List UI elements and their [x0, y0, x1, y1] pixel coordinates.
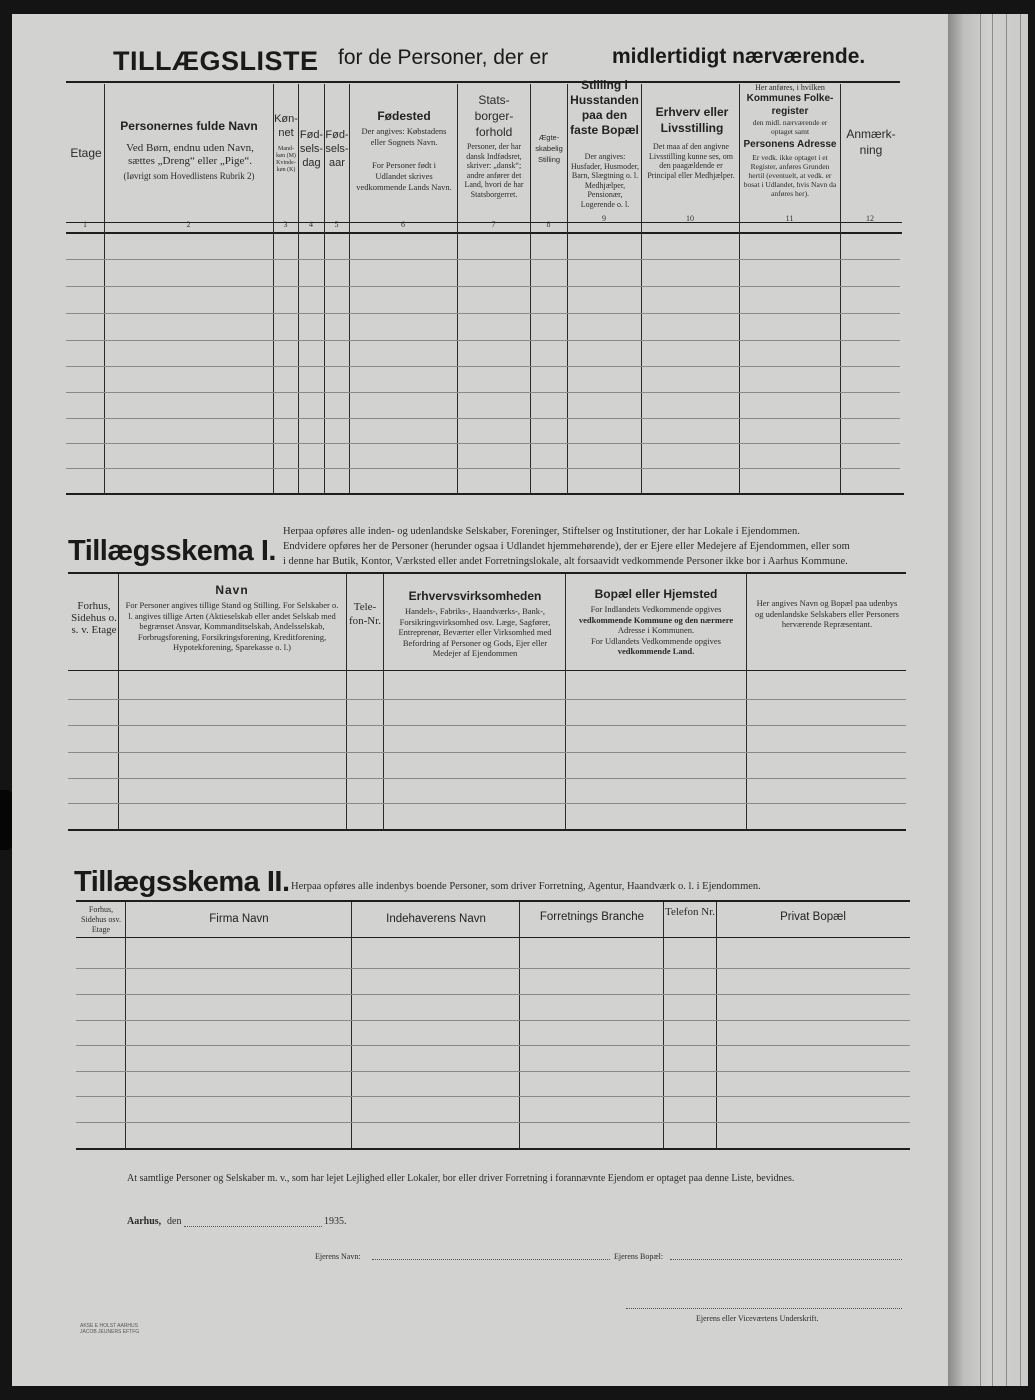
printer-mark: AKSE E HOLST AARHUS JACOB JEUNERS EFTFG: [80, 1323, 140, 1335]
certify-text: At samtlige Personer og Selskaber m. v., som har lejet Lejlighed eller Lokaler, bor eller driver Forretning i forannævnte Ejendom er optaget paa denne Liste, bevidnes.: [127, 1173, 795, 1184]
header-navn-note: (Iøvrigt som Hovedlistens Rubrik 2): [123, 171, 255, 181]
form-title: TILLÆGSLISTE: [113, 46, 319, 76]
skema1-desc-line: Herpaa opføres alle inden- og udenlandske Selskaber, Foreninger, Stiftelser og Institutioner, der har Lokale i Ejendommen.: [283, 526, 800, 537]
date-line[interactable]: [184, 1226, 322, 1227]
form-title-bold: midlertidigt nærværende.: [612, 45, 866, 68]
header-erhverv-desc: Det maa af den angivne Livsstilling kunne ses, om den paagældende er Principal eller Medhjælper.: [647, 142, 735, 180]
s2-header-bopael: Privat Bopæl: [780, 911, 846, 923]
header-stilling-desc: Der angives: Husfader, Husmoder, Barn, Slægtning o. l. Medhjælper, Pensionær, Logerende o. l.: [570, 152, 639, 209]
s1-header-erhverv-title: Erhvervsvirksomheden: [408, 589, 542, 603]
underskrift-label: Ejerens eller Viceværtens Underskrift.: [696, 1314, 819, 1323]
col-number: 11: [785, 214, 794, 223]
s1-bopael-line: For Udlandets Vedkommende opgives: [591, 635, 721, 646]
skema2-desc: Herpaa opføres alle indenbys boende Personer, som driver Forretning, Agentur, Haandværk o. l. i Ejendommen.: [291, 881, 761, 892]
s1-header-repr: Her angives Navn og Bopæl paa udenbys og udenlandske Selskabers eller Personers herværende Repræsentant.: [755, 598, 899, 629]
header-erhverv-title: Erhverv eller Livsstilling: [655, 105, 729, 135]
col-number: 12: [866, 214, 874, 223]
s1-bopael-line: Adresse i Kommunen.: [617, 625, 695, 635]
den-label: den: [167, 1216, 182, 1227]
s1-header-erhverv-desc: Handels-, Fabriks-, Haandværks-, Bank-, Forsikringsvirksomhed osv. Læge, Sagfører, Entreprenør, Beværter eller Virksomhed med Befordring af Personer og Gods, Ejer eller Medejer af Ejendommen: [398, 606, 552, 658]
col-number: 10: [686, 214, 694, 223]
header-folkereg-mid: den midl. nærværende er optaget samt: [752, 118, 828, 136]
s1-bopael-line: vedkommende Land.: [617, 646, 695, 656]
skema1-desc-line: Endvidere opføres her de Personer (herunder ogsaa i Udlandet hjemmehørende), der er Ejere eller Medejere af Ejendommen, eller som: [283, 541, 850, 552]
s2-header-firma: Firma Navn: [209, 913, 269, 925]
col-number: 8: [546, 220, 551, 229]
place-label: Aarhus,: [127, 1216, 162, 1227]
s1-header-navn-title: Navn: [215, 583, 249, 597]
s1-header-bopael-desc: [569, 604, 743, 657]
s2-header-indehaver: Indehaverens Navn: [386, 913, 486, 925]
skema1-title: Tillægsskema I.: [68, 535, 276, 567]
s2-header-branche: Forretnings Branche: [539, 911, 645, 923]
header-folkereg-desc: Er vedk. ikke optaget i et Register, anføres Grunden hertil (eventuelt, at vedk. er bosat i Udlandet, hvis Navn da anføres her).: [743, 153, 837, 198]
s1-header-navn-desc: For Personer angives tillige Stand og Stilling. For Selskaber o. l. angives tillige Arten (Aktieselskab eller andet Selskab med begrænset Ansvar, Kommanditselskab, Andelsselskab, Forbrugsforening, Forsikringsforening, Kreditforening, Hypotekforening, Sparekasse o. l.): [125, 600, 339, 652]
header-konnet: Køn-net: [274, 113, 298, 139]
header-anmaerkning: Anmærk-ning: [846, 127, 896, 157]
form-title-rest: for de Personer, der er: [338, 46, 549, 69]
header-etage: Etage: [70, 146, 102, 160]
header-folkereg-pre: Her anføres, i hvilken: [755, 83, 825, 92]
skema1-desc: [283, 524, 903, 569]
col-number: 5: [334, 220, 339, 229]
header-navn-title: Personernes fulde Navn: [120, 119, 258, 133]
header-stats-title: Stats-borger-forhold: [474, 93, 514, 139]
header-stats-desc: Personer, der har dansk Indfødsret, skriver: „dansk“; andre anfører det Land, hvori de har Statsborgerret.: [464, 142, 524, 199]
header-folkereg-title2: Personens Adresse: [743, 139, 837, 150]
header-konnet-sub: Mand-køn (M) Kvinde-køn (K): [276, 146, 296, 173]
header-stilling-title: Stilling i Husstanden paa den faste Bopæl: [570, 78, 639, 137]
signature-line[interactable]: [626, 1308, 902, 1309]
col-number: 4: [309, 220, 313, 229]
ejer-bopael-line[interactable]: [670, 1259, 902, 1260]
header-fodselsdag: Fød-sels-dag: [299, 129, 324, 169]
header-fodested-desc2: For Personer født i Udlandet skrives vedkommende Lands Navn.: [356, 160, 452, 192]
header-fodselsaar: Fød-sels-aar: [325, 129, 349, 169]
col-number: 7: [491, 220, 496, 229]
header-fodested-title: Fødested: [377, 109, 431, 123]
s1-header-telefon: Tele-fon-Nr.: [348, 601, 382, 627]
col-number: 6: [401, 220, 405, 229]
header-folkereg-title: Kommunes Folke-register: [746, 93, 834, 117]
ejer-navn-line[interactable]: [372, 1259, 610, 1260]
right-page-edge: [962, 14, 1028, 1386]
ejer-bopael-label: Ejerens Bopæl:: [614, 1252, 664, 1261]
col-number: 9: [602, 214, 606, 223]
s2-header-forhus: Forhus, Sidehus osv. Etage: [81, 905, 121, 934]
s1-header-forhus: Forhus, Sidehus o. s. v. Etage: [71, 600, 117, 636]
skema1-desc-line: i denne har Butik, Kontor, Værksted eller andet Forretningslokale, alt forsaavidt vedkommende Personer ikke bor i Aarhus Kommune.: [283, 556, 848, 567]
ejer-navn-label: Ejerens Navn:: [315, 1252, 361, 1261]
s1-bopael-line: vedkommende Kommune og den nærmere: [578, 614, 734, 625]
skema2-title: Tillægsskema II.: [74, 866, 290, 898]
col-number: 3: [283, 220, 288, 229]
s1-bopael-line: For Indlandets Vedkommende opgives: [590, 604, 722, 614]
year-label: 1935.: [324, 1216, 347, 1227]
s1-header-bopael-title: Bopæl eller Hjemsted: [594, 587, 718, 601]
col-number: 1: [83, 220, 87, 229]
header-navn-desc: Ved Børn, endnu uden Navn, sættes „Dreng“ eller „Pige“.: [126, 142, 254, 167]
header-aegteskab: Ægte-skabelig Stilling: [535, 133, 563, 164]
header-fodested-desc: Der angives: Købstadens eller Sognets Navn.: [361, 126, 447, 147]
s2-header-telefon: Telefon Nr.: [665, 906, 715, 918]
col-number: 2: [186, 220, 191, 229]
book-spine: [948, 14, 962, 1386]
